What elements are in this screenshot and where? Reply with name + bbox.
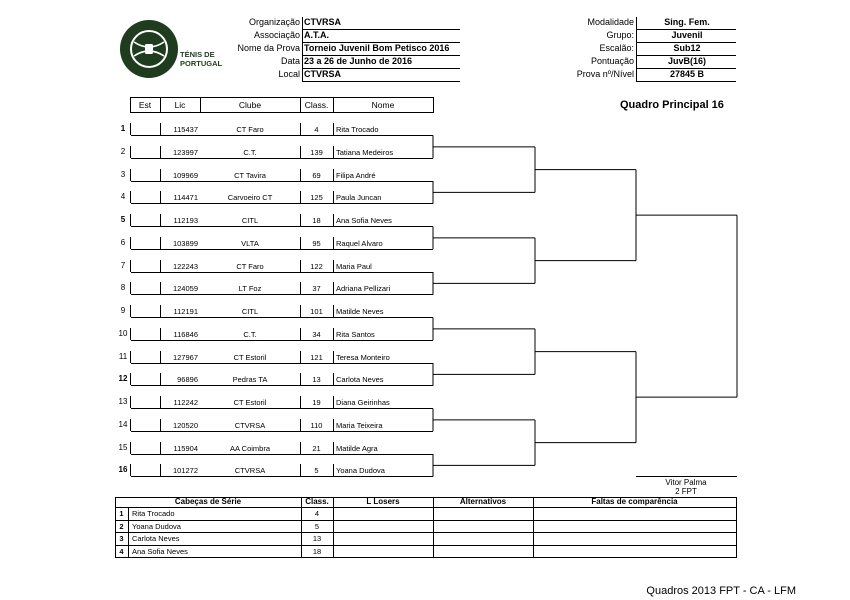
- player-position: 6: [120, 237, 126, 247]
- player-position: 2: [120, 146, 126, 156]
- seeds-header-class: Class.: [305, 497, 329, 506]
- player-license: 124059: [172, 284, 198, 294]
- seeds-table-rule: [115, 532, 737, 533]
- player-club: VLTA: [241, 238, 259, 248]
- header-left-value: A.T.A.: [304, 30, 330, 40]
- player-position: 8: [120, 283, 126, 293]
- player-license: 112242: [173, 398, 198, 407]
- player-ranking: 110: [310, 420, 323, 430]
- seeds-table-rule: [115, 520, 737, 521]
- header-right-value: 27845 B: [669, 69, 705, 79]
- player-name: Maria Paul: [336, 261, 372, 271]
- seeds-table-divider: [333, 497, 334, 557]
- player-position: 4: [120, 192, 126, 202]
- player-club: AA Coimbra: [229, 443, 271, 453]
- player-club: CT Faro: [236, 125, 264, 134]
- player-license: 123997: [172, 147, 198, 157]
- player-position: 14: [118, 419, 128, 429]
- player-name: Raquel Alvaro: [336, 238, 383, 248]
- player-position: 1: [120, 124, 126, 133]
- player-ranking: 5: [314, 466, 319, 476]
- player-license: 112193: [173, 216, 198, 225]
- player-position: 3: [120, 169, 126, 179]
- referee-name: Vitor Palma: [665, 478, 707, 487]
- player-license: 114471: [173, 193, 198, 203]
- header-left-label: Organização: [248, 17, 300, 27]
- player-position: 15: [118, 442, 128, 452]
- player-name: Yoana Dudova: [336, 466, 385, 476]
- player-club: CT Faro: [236, 261, 264, 271]
- player-license: 127967: [172, 352, 198, 362]
- player-ranking: 122: [310, 261, 323, 271]
- header-right-label: Escalão:: [599, 43, 634, 53]
- player-name: Carlota Neves: [336, 375, 384, 385]
- player-ranking: 121: [310, 352, 323, 362]
- player-ranking: 21: [312, 443, 321, 453]
- player-license: 115904: [173, 443, 198, 453]
- player-club: CTVRSA: [234, 420, 266, 430]
- player-club: C.T.: [243, 147, 257, 157]
- player-license: 122243: [172, 261, 198, 271]
- seed-name: Carlota Neves: [132, 534, 180, 543]
- header-right-label: Modalidade: [587, 17, 634, 27]
- footer-credit: Quadros 2013 FPT - CA - LFM: [646, 585, 796, 597]
- player-name: Matilde Neves: [336, 307, 384, 316]
- player-club: CITL: [241, 307, 259, 316]
- seeds-header-alternativos: Alternativos: [459, 497, 507, 506]
- player-position: 12: [118, 374, 128, 384]
- player-ranking: 4: [314, 125, 319, 134]
- seed-number: 1: [119, 509, 124, 518]
- player-name: Rita Trocado: [336, 125, 379, 134]
- header-right-value: Juvenil: [671, 30, 703, 40]
- seed-name: Ana Sofia Neves: [132, 546, 188, 556]
- seeds-header-faltas: Faltas de comparência: [591, 497, 678, 506]
- player-club: CT Estoril: [233, 398, 267, 407]
- player-position: 9: [120, 306, 126, 315]
- player-ranking: 19: [312, 398, 321, 407]
- logo-text-line1: TÉNIS DE: [180, 50, 215, 59]
- player-name: Matilde Agra: [336, 443, 378, 453]
- player-ranking: 139: [310, 147, 323, 157]
- draw-title: Quadro Principal 16: [620, 99, 724, 111]
- player-ranking: 34: [312, 329, 321, 339]
- player-ranking: 101: [310, 307, 323, 316]
- header-left-value: CTVRSA: [304, 17, 342, 27]
- seed-name: Yoana Dudova: [132, 521, 181, 531]
- header-left-label: Data: [280, 56, 300, 66]
- header-right-value: JuvB(16): [667, 56, 706, 66]
- player-name: Ana Sofia Neves: [336, 216, 392, 225]
- player-license: 101272: [172, 466, 198, 476]
- player-position: 13: [118, 397, 128, 406]
- logo-text-line2: PORTUGAL: [180, 59, 223, 68]
- player-name: Teresa Monteiro: [336, 352, 390, 362]
- seed-ranking: 18: [312, 546, 322, 556]
- seeds-table-rule: [115, 545, 737, 546]
- player-ranking: 13: [312, 375, 321, 385]
- player-ranking: 95: [312, 238, 321, 248]
- seeds-table-divider: [533, 497, 534, 557]
- column-header-lic-label: Lic: [174, 100, 186, 110]
- seed-ranking: 13: [312, 534, 322, 543]
- header-right-value: Sing. Fem.: [664, 17, 710, 27]
- player-position: 10: [118, 328, 128, 338]
- player-club: C.T.: [243, 329, 257, 339]
- player-club: CTVRSA: [234, 466, 266, 476]
- referee-role: 2 FPT: [675, 487, 697, 496]
- player-license: 116846: [173, 329, 198, 339]
- player-position: 5: [120, 215, 126, 224]
- player-ranking: 37: [312, 284, 321, 294]
- player-club: Pedras TA: [232, 375, 268, 385]
- player-ranking: 125: [310, 193, 323, 203]
- header-left-value: CTVRSA: [304, 69, 342, 79]
- player-club: CT Estoril: [233, 352, 267, 362]
- seed-name: Rita Trocado: [132, 509, 175, 518]
- header-left-value: 23 a 26 de Junho de 2016: [304, 56, 413, 66]
- player-position: 7: [120, 260, 126, 270]
- player-position: 16: [118, 465, 128, 475]
- player-license: 96896: [177, 375, 198, 385]
- seeds-header-losers: L Losers: [366, 497, 400, 506]
- player-club: CT Tavira: [234, 170, 266, 180]
- header-right-value: Sub12: [673, 43, 701, 53]
- player-club: CITL: [241, 216, 259, 225]
- seeds-header-cabecas: Cabeças de Série: [174, 497, 242, 506]
- header-left-label: Nome da Prova: [237, 43, 300, 53]
- player-name: Diana Geirinhas: [336, 398, 390, 407]
- player-license: 109969: [172, 170, 198, 180]
- player-license: 115437: [173, 125, 198, 134]
- seed-number: 2: [119, 521, 124, 531]
- player-name: Tatiana Medeiros: [336, 147, 394, 157]
- header-left-value: Torneio Juvenil Bom Petisco 2016: [304, 43, 450, 53]
- column-header-est-label: Est: [138, 100, 152, 110]
- header-left-label: Associação: [253, 30, 300, 40]
- column-header-nome-label: Nome: [371, 100, 395, 110]
- player-name: Rita Santos: [336, 329, 375, 339]
- seeds-table-divider: [433, 497, 434, 557]
- seeds-table-rule: [115, 507, 737, 508]
- player-club: Carvoeiro CT: [227, 193, 273, 203]
- player-license: 103899: [172, 238, 198, 248]
- seed-number: 3: [119, 534, 124, 543]
- player-license: 120520: [172, 420, 198, 430]
- seed-ranking: 4: [314, 509, 320, 518]
- header-right-label: Pontuação: [590, 56, 634, 66]
- player-club: LT Foz: [238, 284, 262, 294]
- player-name: Maria Teixeira: [336, 420, 383, 430]
- player-name: Paula Juncan: [336, 193, 382, 203]
- column-header-clube-label: Clube: [238, 100, 262, 110]
- player-position: 11: [118, 351, 128, 361]
- seed-ranking: 5: [314, 521, 320, 531]
- player-license: 112191: [173, 307, 198, 316]
- player-name: Adriana Pellizari: [336, 284, 391, 294]
- seed-number: 4: [119, 546, 124, 556]
- column-header-class-label: Class.: [304, 100, 329, 110]
- player-ranking: 69: [312, 170, 321, 180]
- player-name: Filipa André: [336, 170, 376, 180]
- player-ranking: 18: [312, 216, 321, 225]
- header-right-label: Prova nº/Nível: [576, 69, 634, 79]
- header-left-label: Local: [278, 69, 300, 79]
- header-right-label: Grupo:: [606, 30, 634, 40]
